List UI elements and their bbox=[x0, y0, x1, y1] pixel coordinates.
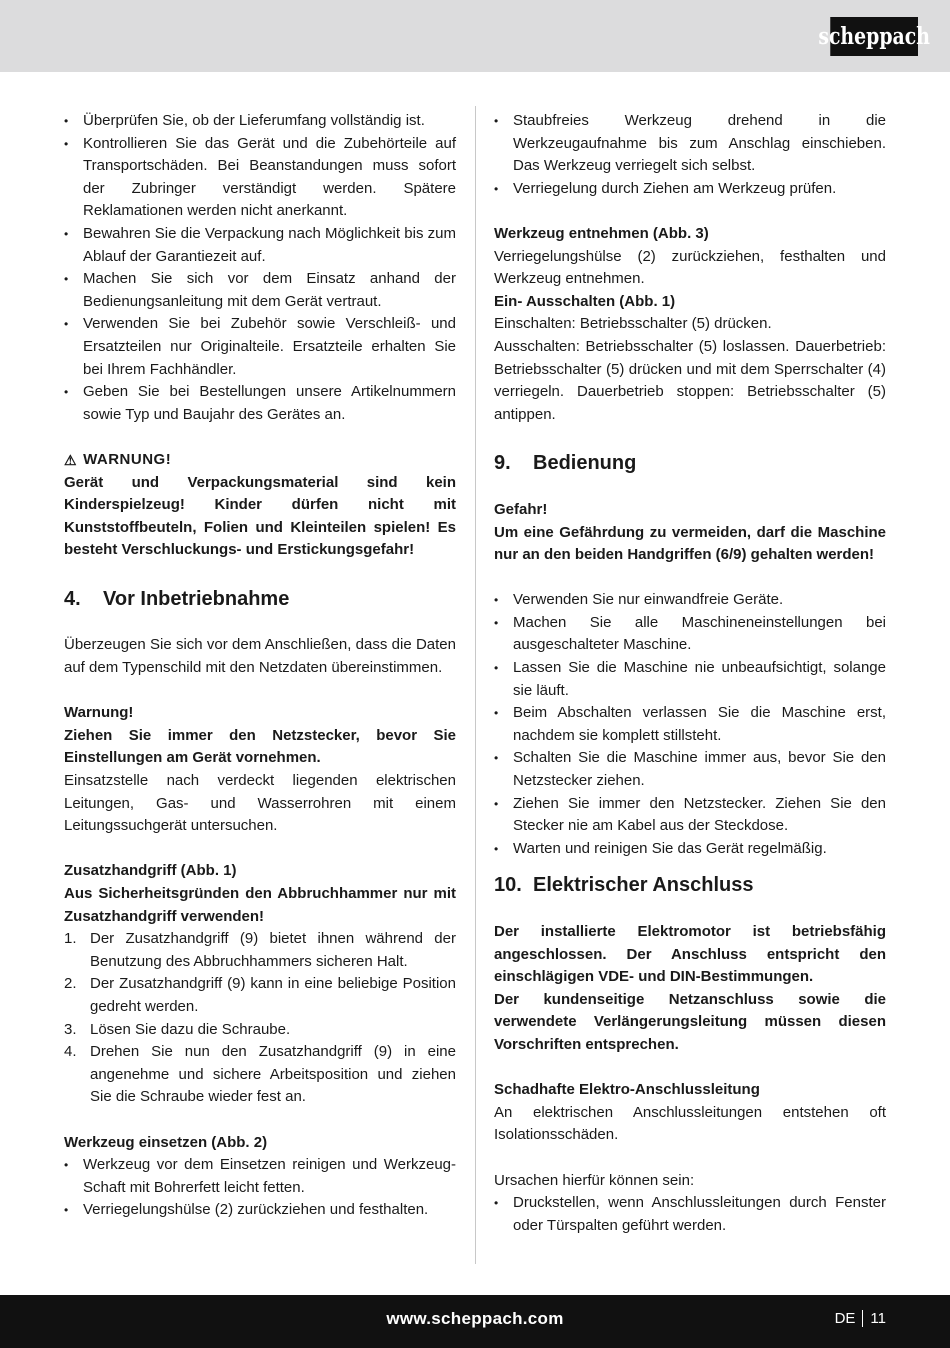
einaus-title: Ein- Ausschalten (Abb. 1) bbox=[494, 292, 676, 310]
section4-intro: Überzeugen Sie sich vor dem Anschließen, dass die Daten auf dem Typenschild mit den Netzdaten übereinstimmen. bbox=[64, 636, 456, 677]
list-item: 1. Der Zusatzhandgriff (9) bietet ihnen während der Benutzung des Abbruchhammers sicheren Halt. bbox=[64, 930, 456, 970]
einaus-line1: Einschalten: Betriebsschalter (5) drücken. bbox=[494, 315, 772, 333]
bedienung-bullets bbox=[494, 589, 886, 860]
left-column bbox=[64, 110, 456, 1222]
footer-bar bbox=[0, 1295, 950, 1348]
website-link[interactable]: www.scheppach.com bbox=[386, 1309, 564, 1328]
list-item: • Machen Sie alle Maschineneinstellungen bei ausgeschalteter Maschine. bbox=[494, 612, 886, 657]
list-item: • Bewahren Sie die Verpackung nach Möglichkeit bis zum Ablauf der Garantiezeit auf. bbox=[64, 223, 456, 268]
list-item: • Verriegelung durch Ziehen am Werkzeug prüfen. bbox=[494, 178, 886, 201]
page-number: DE 11 bbox=[834, 1310, 886, 1327]
list-item: • Ziehen Sie immer den Netzstecker. Ziehen Sie den Stecker nie am Kabel aus der Steckdose. bbox=[494, 793, 886, 838]
warning2-title: Warnung! bbox=[64, 704, 134, 722]
column-divider bbox=[475, 106, 476, 1264]
list-item: • Verwenden Sie nur einwandfreie Geräte. bbox=[494, 589, 886, 612]
schadhaft-title: Schadhafte Elektro-Anschlussleitung bbox=[494, 1081, 760, 1099]
list-item: 4. Drehen Sie nun den Zusatzhandgriff (9) in eine angenehme und sichere Arbeitsposition und ziehen Sie die Schraube wieder fest an. bbox=[64, 1043, 456, 1106]
warning2-bold: Ziehen Sie immer den Netzstecker, bevor Sie Einstellungen am Gerät vornehmen. bbox=[64, 726, 456, 767]
einsetzen-bullets bbox=[64, 1154, 456, 1222]
entnehmen-text: Verriegelungshülse (2) zurückziehen, festhalten und Werkzeug entnehmen. bbox=[494, 247, 886, 288]
warning2-text: Einsatzstelle nach verdeckt liegenden elektrischen Leitungen, Gas- und Wasserrohren mit einem Leitungssuchgerät untersuchen. bbox=[64, 772, 456, 835]
header-bar bbox=[0, 0, 950, 72]
zusatz-title: Zusatzhandgriff (Abb. 1) bbox=[64, 862, 237, 880]
section-heading-9: 9. Bedienung bbox=[494, 452, 637, 475]
list-item: • Verriegelungshülse (2) zurückziehen und festhalten. bbox=[64, 1199, 456, 1222]
checklist-bullets bbox=[64, 110, 456, 426]
schadhaft-text: An elektrischen Anschlussleitungen entstehen oft Isolationsschäden. bbox=[494, 1103, 886, 1144]
list-item: • Druckstellen, wenn Anschlussleitungen durch Fenster oder Türspalten geführt werden. bbox=[494, 1192, 886, 1237]
insert-bullets bbox=[494, 110, 886, 200]
section-heading-4: 4. Vor Inbetriebnahme bbox=[64, 587, 290, 610]
list-item: • Staubfreies Werkzeug drehend in die Werkzeugaufnahme bis zum Anschlag einschieben. Das Werkzeug verriegelt sich selbst. bbox=[494, 110, 886, 178]
einsetzen-title: Werkzeug einsetzen (Abb. 2) bbox=[64, 1133, 268, 1151]
ursachen-bullets bbox=[494, 1192, 886, 1237]
ursachen-text: Ursachen hierfür können sein: bbox=[494, 1171, 695, 1189]
list-item: 2. Der Zusatzhandgriff (9) kann in eine beliebige Position gedreht werden. bbox=[64, 975, 456, 1015]
right-column bbox=[494, 110, 886, 1237]
list-item: • Geben Sie bei Bestellungen unsere Artikelnummern sowie Typ und Baujahr des Gerätes an. bbox=[64, 381, 456, 426]
list-item: • Beim Abschalten verlassen Sie die Maschine erst, nachdem sie komplett stillsteht. bbox=[494, 702, 886, 747]
section-heading-10: 10. Elektrischer Anschluss bbox=[494, 874, 754, 897]
gefahr-title: Gefahr! bbox=[494, 500, 548, 518]
list-item: • Verwenden Sie bei Zubehör sowie Verschleiß- und Ersatzteilen nur Originalteile. Ersatzteile erhalten Sie bei Ihrem Fachhändler. bbox=[64, 313, 456, 381]
list-item: • Kontrollieren Sie das Gerät und die Zubehörteile auf Transportschäden. Bei Beanstandungen muss sofort der Zubringer verständigt werden. Spätere Reklamationen werden nicht anerkannt. bbox=[64, 133, 456, 223]
einaus-line2: Ausschalten: Betriebsschalter (5) loslassen. Dauerbetrieb: Betriebsschalter (5) drücken und mit dem Sperrschalter (4) verriegeln. Dauerbetrieb stoppen: Betriebsschalter (5) antippen. bbox=[494, 337, 886, 423]
warning-heading: ⚠ WARNUNG! bbox=[64, 449, 456, 472]
list-item: • Lassen Sie die Maschine nie unbeaufsichtigt, solange sie läuft. bbox=[494, 657, 886, 702]
warning-text: Gerät und Verpackungsmaterial sind kein Kinderspielzeug! Kinder dürfen nicht mit Kunststoffbeuteln, Folien und Kleinteilen spielen! Es besteht Verschluckungs- und Erstickungsgefahr! bbox=[64, 473, 456, 559]
list-item: 3. Lösen Sie dazu die Schraube. bbox=[64, 1020, 291, 1038]
list-item: • Machen Sie sich vor dem Einsatz anhand der Bedienungsanleitung mit dem Gerät vertraut. bbox=[64, 268, 456, 313]
list-item: • Schalten Sie die Maschine immer aus, bevor Sie den Netzstecker ziehen. bbox=[494, 747, 886, 792]
anschluss-bold1: Der installierte Elektromotor ist betriebsfähig angeschlossen. Der Anschluss entspricht den einschlägigen VDE- und DIN-Bestimmungen. bbox=[494, 923, 886, 986]
zusatz-bold: Aus Sicherheitsgründen den Abbruchhammer nur mit Zusatzhandgriff verwenden! bbox=[64, 885, 456, 925]
list-item: • Warten und reinigen Sie das Gerät regelmäßig. bbox=[494, 838, 886, 861]
list-item: • Werkzeug vor dem Einsetzen reinigen und Werkzeug-Schaft mit Bohrerfett leicht fetten. bbox=[64, 1154, 456, 1199]
zusatz-steps bbox=[64, 928, 456, 1109]
list-item: • Überprüfen Sie, ob der Lieferumfang vollständig ist. bbox=[64, 110, 456, 133]
gefahr-text: Um eine Gefährdung zu vermeiden, darf die Maschine nur an den beiden Handgriffen (6/9) gehalten werden! bbox=[494, 523, 886, 564]
warning-triangle-icon: ⚠ bbox=[64, 451, 78, 468]
anschluss-bold2: Der kundenseitige Netzanschluss sowie die verwendete Verlängerungsleitung müssen diesen Vorschriften entsprechen. bbox=[494, 990, 886, 1053]
brand-logo: scheppach bbox=[830, 17, 918, 56]
entnehmen-title: Werkzeug entnehmen (Abb. 3) bbox=[494, 224, 709, 242]
